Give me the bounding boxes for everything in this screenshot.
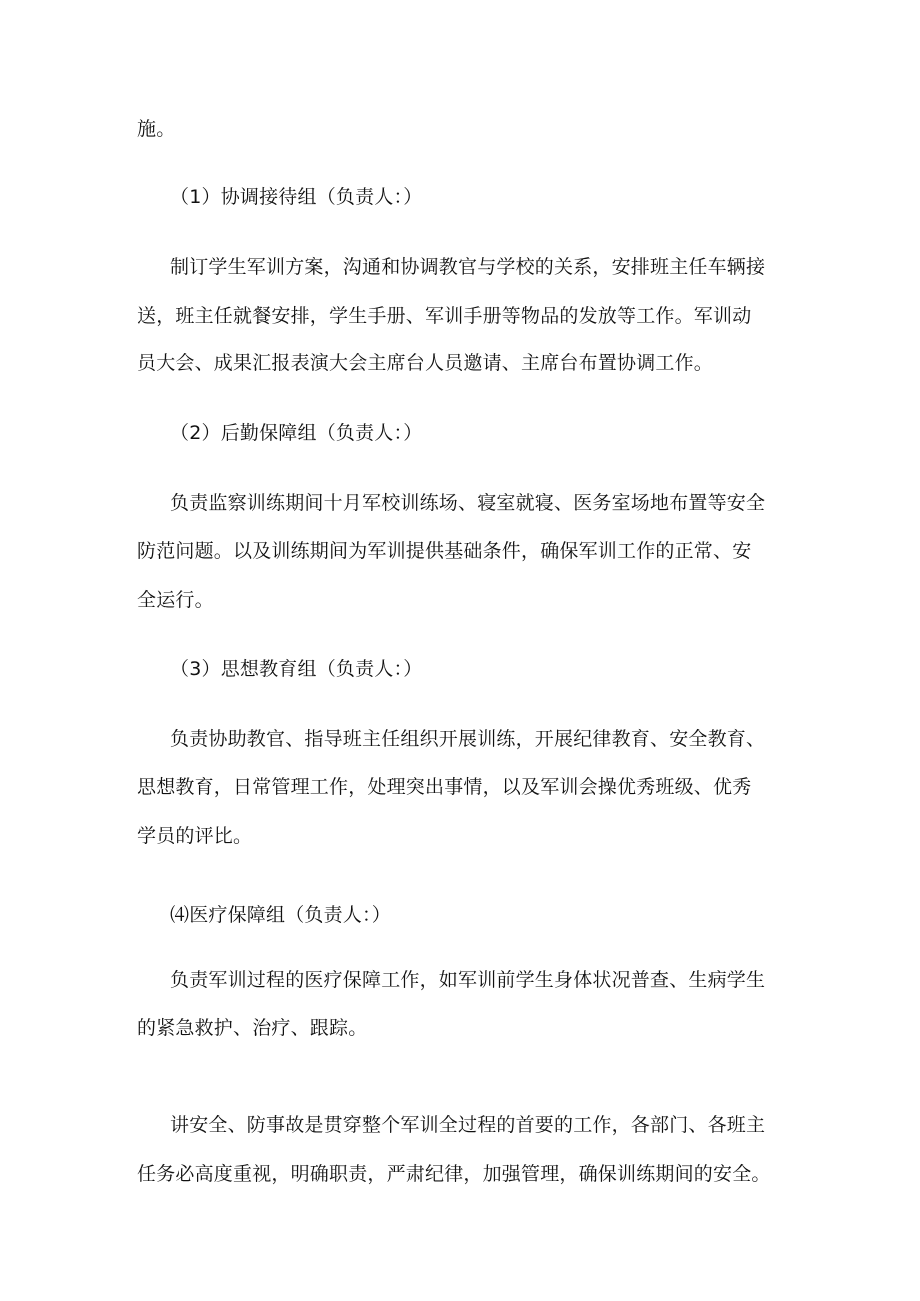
section-heading: （2）后勤保障组（负责人：） (170, 422, 423, 444)
text-line: 全运行。 (137, 589, 214, 611)
text-line: 负责军训过程的医疗保障工作，如军训前学生身体状况普查、生病学生 (170, 969, 766, 991)
text-line: 施。 (137, 118, 176, 140)
text-line: 讲安全、防事故是贯穿整个军训全过程的首要的工作，各部门、各班主 (170, 1114, 766, 1136)
text-line: 负责监察训练期间十月军校训练场、寝室就寝、医务室场地布置等安全 (170, 492, 766, 514)
text-line: 制订学生军训方案，沟通和协调教官与学校的关系，安排班主任车辆接 (170, 256, 766, 278)
section-heading: ⑷医疗保障组（负责人：） (170, 904, 391, 926)
text-line: 负责协助教官、指导班主任组织开展训练，开展纪律教育、安全教育、 (170, 728, 766, 750)
text-line: 防范问题。以及训练期间为军训提供基础条件，确保军训工作的正常、安 (137, 540, 752, 562)
text-line: 员大会、成果汇报表演大会主席台人员邀请、主席台布置协调工作。 (137, 352, 714, 374)
text-line: 学员的评比。 (137, 825, 253, 847)
text-line: 任务必高度重视，明确职责，严肃纪律，加强管理，确保训练期间的安全。 (137, 1163, 771, 1185)
section-heading: （1）协调接待组（负责人：） (170, 186, 423, 208)
section-heading: （3）思想教育组（负责人：） (170, 658, 423, 680)
text-line: 的紧急救护、治疗、跟踪。 (137, 1017, 368, 1039)
text-line: 送，班主任就餐安排，学生手册、军训手册等物品的发放等工作。军训动 (137, 305, 752, 327)
text-line: 思想教育，日常管理工作，处理突出事情，以及军训会操优秀班级、优秀 (137, 776, 752, 798)
